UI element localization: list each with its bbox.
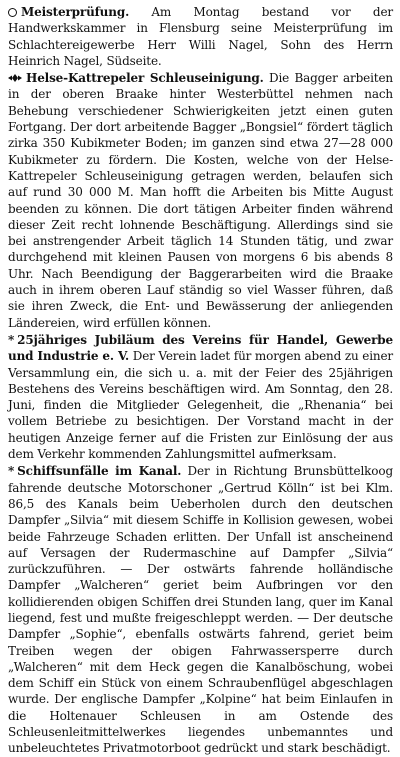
asterisk-marker: * [8,332,15,347]
article-heading: Meisterprüfung. [21,5,130,19]
article-schiffsunfaelle [8,463,393,756]
article-body: Der in Richtung Brunsbüttelkoog fahrende deutsche Motorschoner „Gertrud Kölln“ ist bei Klm. 86,5 des Kanals beim Ueberholen durch den deutschen Dampfer „Silvia“ mit diesem Schiffe in Kollision gewesen, wobei beide Fahrzeuge Schaden erlitten. Der Unfall ist anscheinend auf Versagen der Rudermaschine auf Dampfer „Silvia“ zurückzuführen. — Der ostwärts fahrende holländische Dampfer „Walcheren“ geriet beim Aufbringen vor den kollidierenden obigen Schiffen drei Stunden lang, quer im Kanal liegend, fest und mußte freigeschleppt werden. — Der deutsche Dampfer „Sophie“, ebenfalls ostwärts fahrend, geriet beim Treiben wegen der obigen Fahrwassersperre durch „Walcheren“ mit dem Heck gegen die Kanalböschung, wobei dem Schiff ein Stück von einem Schraubenflügel abgeschlagen wurde. Der englische Dampfer „Kolpine“ hat beim Einlaufen in die Holtenauer Schleusen in am Ostende des Schleusenleitmittelwerkes liegendes unbemanntes und unbeleuchtetes Privatmotorboot gedrückt und stark beschädigt. [8,464,393,756]
article-heading: Schiffsunfälle im Kanal. [17,464,182,479]
article-schleuseinigung [8,70,393,331]
diamond-ornament-icon [8,74,22,82]
circle-bullet-icon [8,8,17,17]
article-body: Die Bagger arbeiten in der oberen Braake hinter Westerbüttel nehmen nach Behebung verschiedener Schwierigkeiten jetzt einen guten Fortgang. Der dort arbeitende Bagger „Bongsiel“ fördert täglich zirka 350 Kubikmeter Boden; im ganzen sind etwa 27—28 000 Kubikmeter zu fördern. Die Kosten, welche von der Helse-Kattrepeler Schleuseinigung getragen werden, belaufen sich auf rund 30 000 M. Man hofft die Arbeiten bis Mitte August beenden zu können. Die dort tätigen Arbeiter finden während dieser Zeit recht lohnende Beschäftigung. Allerdings sind sie bei anstrengender Arbeit täglich 14 Stunden tätig, und zwar durchgehend mit kleinen Pausen von morgens 6 bis abends 8 Uhr. Nach Beendigung der Baggerarbeiten wird die Braake auch in ihrem oberen Lauf ständig so viel Wasser führen, daß sie ihren Zweck, die Ent- und Bewässerung der anliegenden Ländereien, wird erfüllen können. [8,71,393,330]
article-heading: 25jähriges Jubiläum des Vereins für Handel, Gewerbe und Industrie e. V. [8,332,393,364]
article-jubilaeum [8,332,393,462]
asterisk-marker: * [8,464,15,479]
article-heading: Helse-Kattrepeler Schleuseinigung. [26,71,264,86]
article-body: Der Verein ladet für morgen abend zu einer Versammlung ein, die sich u. a. mit der Feier des 25jährigen Bestehens des Vereins beschäftigen wird. Am Sonntag, den 28. Juni, finden die Mitglieder Gelegenheit, die „Rhenania“ bei vollem Betriebe zu besichtigen. Der Vorstand macht in der heutigen Anzeige ferner auf die Fristen zur Einlösung der aus dem Verkehr kommenden Zahlungsmittel aufmerksam. [8,349,394,462]
article-body: Am Montag bestand vor der Handwerkskammer in Flensburg seine Meisterprüfung im Schlachtereigewerbe Herr Willi Nagel, Sohn des Herrn Heinrich Nagel, Südseite. [8,5,393,68]
article-meisterpruefung [8,4,393,69]
